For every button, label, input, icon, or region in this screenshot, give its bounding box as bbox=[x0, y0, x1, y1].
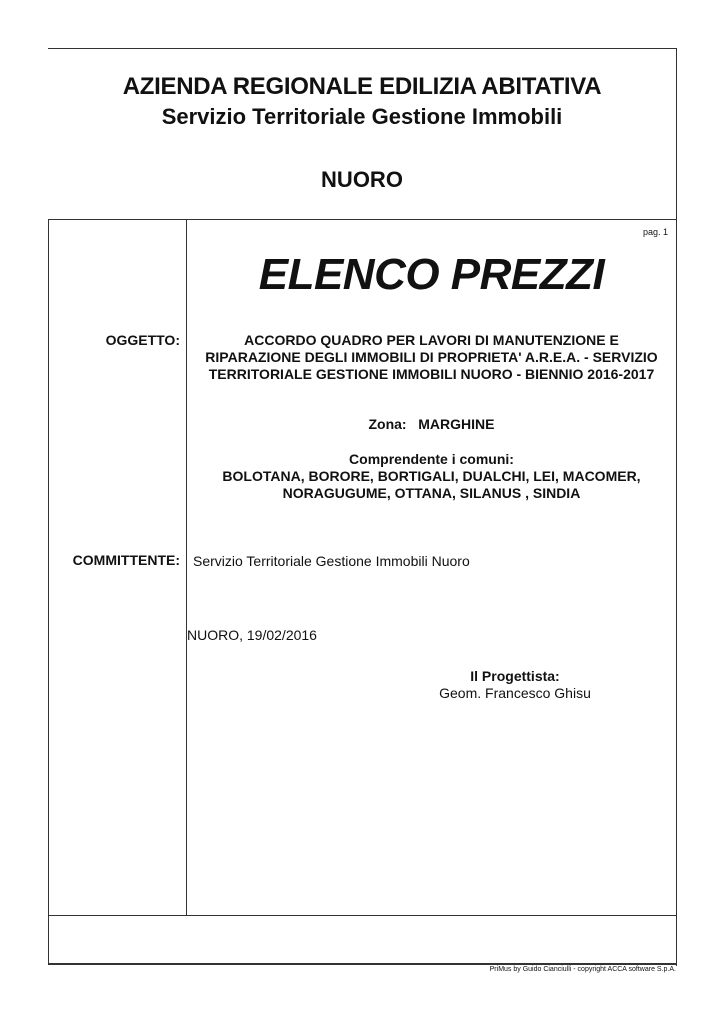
top-rule bbox=[48, 48, 676, 49]
municipalities-line: NORAGUGUME, OTTANA, SILANUS , SINDIA bbox=[282, 485, 581, 501]
subject-text bbox=[187, 332, 676, 383]
subject-label: OGGETTO: bbox=[105, 332, 180, 348]
org-title: AZIENDA REGIONALE EDILIZIA ABITATIVA bbox=[122, 73, 602, 100]
zone-label: Zona: bbox=[368, 416, 407, 432]
designer-name: Geom. Francesco Ghisu bbox=[439, 685, 591, 701]
municipalities-line: BOLOTANA, BORORE, BORTIGALI, DUALCHI, LEI, MACOMER, bbox=[222, 468, 641, 484]
header-right-border bbox=[676, 48, 677, 966]
service-title: Servizio Territoriale Gestione Immobili bbox=[161, 104, 563, 129]
place-date: NUORO, 19/02/2016 bbox=[187, 627, 317, 643]
header-bottom-rule bbox=[48, 219, 676, 220]
footer-credit: PriMus by Guido Cianciulli - copyright ACCA software S.p.A. bbox=[489, 966, 676, 973]
municipalities-block bbox=[187, 451, 676, 502]
subject-line: RIPARAZIONE DEGLI IMMOBILI DI PROPRIETA' A.R.E.A. - SERVIZIO bbox=[205, 349, 658, 365]
zone-line bbox=[187, 416, 676, 432]
municipalities-label: Comprendente i comuni: bbox=[349, 451, 514, 467]
column-divider bbox=[186, 219, 187, 915]
client-label: COMMITTENTE: bbox=[72, 552, 180, 568]
city-title: NUORO bbox=[321, 167, 403, 192]
frame-bottom-rule bbox=[48, 963, 676, 965]
subject-line: ACCORDO QUADRO PER LAVORI DI MANUTENZIONE E bbox=[244, 332, 619, 348]
body-bottom-rule bbox=[48, 915, 676, 916]
subject-line: TERRITORIALE GESTIONE IMMOBILI NUORO - BIENNIO 2016-2017 bbox=[208, 366, 655, 382]
left-border bbox=[48, 219, 49, 964]
client-value: Servizio Territoriale Gestione Immobili Nuoro bbox=[193, 553, 470, 569]
page-number: pag. 1 bbox=[642, 227, 668, 237]
document-title: ELENCO PREZZI bbox=[258, 250, 605, 299]
zone-value: MARGHINE bbox=[418, 416, 495, 432]
designer-label: Il Progettista: bbox=[470, 668, 560, 684]
